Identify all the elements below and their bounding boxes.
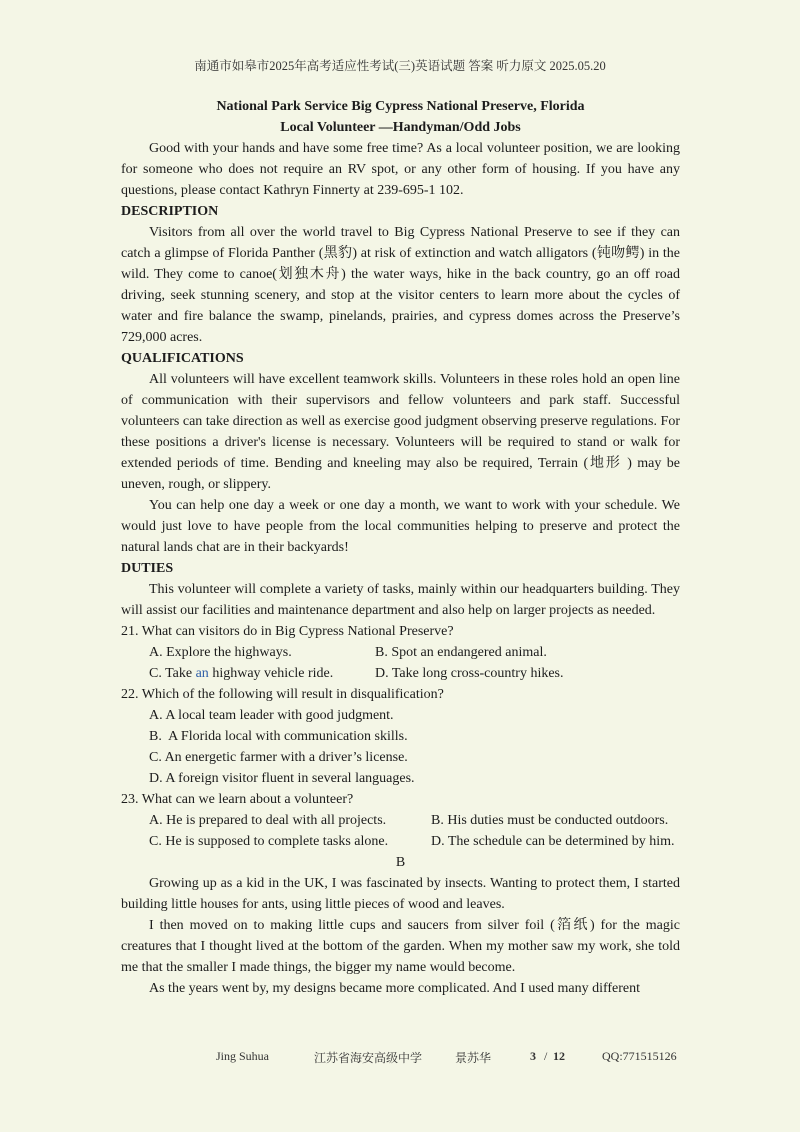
question-21-row-1 — [121, 642, 680, 663]
description-heading: DESCRIPTION — [121, 204, 219, 219]
footer-qq: QQ:771515126 — [602, 1049, 677, 1063]
intro-paragraph: Good with your hands and have some free time? As a local volunteer position, we are looking for someone who does not require an RV spot, or any other form of housing. If you have any questions, please contact Kathryn Finnerty at 239-695-1 102. — [121, 141, 680, 198]
section-b-label: B — [395, 855, 406, 870]
option-21c-pre: C. Take — [149, 666, 196, 681]
question-23-row-1 — [121, 810, 680, 831]
option-22a: A. A local team leader with good judgment. — [149, 708, 394, 723]
footer-page-separator: / — [544, 1049, 548, 1063]
option-21c-post: highway vehicle ride. — [208, 666, 334, 681]
option-23d: D. The schedule can be determined by him. — [431, 834, 675, 849]
option-21b: B. Spot an endangered animal. — [375, 645, 547, 660]
footer-page-total: 12 — [553, 1049, 565, 1063]
option-22b: B. A Florida local with communication skills. — [149, 729, 408, 744]
option-21c-highlight: an — [195, 666, 209, 681]
footer-page-current: 3 — [530, 1049, 536, 1063]
question-23: 23. What can we learn about a volunteer? — [121, 792, 354, 807]
passage-b-paragraph-3: As the years went by, my designs became more complicated. And I used many different — [149, 981, 641, 996]
passage-title-line2: Local Volunteer —Handyman/Odd Jobs — [280, 120, 521, 135]
question-21-row-2 — [121, 663, 680, 684]
passage-title-line1: National Park Service Big Cypress National Preserve, Florida — [216, 99, 585, 114]
footer-name-cn: 景苏华 — [455, 1051, 492, 1065]
description-paragraph: Visitors from all over the world travel to Big Cypress National Preserve to see if they can catch a glimpse of Florida Panther (黑豹) at risk of extinction and watch alligators (钝吻鳄) in the wild. They come to canoe(划独木舟) the water ways, hike in the back country, go an off road driving, seek stunning scenery, and stop at the visitor centers to learn more about the cycles of water and fire balance the swamp, pinelands, prairies, and cypress domes across the Preserve’s 729,000 acres. — [121, 225, 680, 345]
option-21a: A. Explore the highways. — [149, 645, 292, 660]
option-22d: D. A foreign visitor fluent in several languages. — [149, 771, 415, 786]
option-23b: B. His duties must be conducted outdoors. — [431, 813, 669, 828]
option-21d: D. Take long cross-country hikes. — [375, 666, 564, 681]
footer-author: Jing Suhua — [216, 1049, 270, 1063]
duties-heading: DUTIES — [121, 561, 174, 576]
passage-b-paragraph-2: I then moved on to making little cups and saucers from silver foil (箔纸) for the magic creatures that I thought lived at the bottom of the garden. When my mother saw my work, she told me that the smaller I made things, the bigger my name would become. — [121, 918, 680, 975]
page-header: 南通市如皋市2025年高考适应性考试(三)英语试题 答案 听力原文 2025.05.20 — [194, 59, 606, 73]
question-23-row-2 — [121, 831, 680, 852]
option-21c — [149, 663, 375, 684]
qualifications-paragraph-1: All volunteers will have excellent teamwork skills. Volunteers in these roles hold an open line of communication with their supervisors and fellow volunteers and park staff. Successful volunteers can take direction as well as exercise good judgment observing preserve regulations. For these positions a driver's license is necessary. Volunteers will be required to stand or walk for extended periods of time. Bending and kneeling may also be required, Terrain (地形 ) may be uneven, rough, or slippery. — [121, 372, 680, 492]
option-22c: C. An energetic farmer with a driver’s license. — [149, 750, 408, 765]
option-23a: A. He is prepared to deal with all projects. — [149, 813, 387, 828]
footer-school: 江苏省海安高级中学 — [314, 1051, 423, 1065]
question-22: 22. Which of the following will result in disqualification? — [121, 687, 444, 702]
duties-paragraph: This volunteer will complete a variety of tasks, mainly within our headquarters building. They will assist our facilities and maintenance department and also help on larger projects as needed. — [121, 582, 680, 618]
qualifications-paragraph-2: You can help one day a week or one day a month, we want to work with your schedule. We would just love to have people from the local communities helping to preserve and protect the natural lands chat are in their backyards! — [121, 498, 680, 555]
option-23c: C. He is supposed to complete tasks alone. — [149, 834, 389, 849]
document-body — [121, 96, 680, 999]
passage-b-paragraph-1: Growing up as a kid in the UK, I was fascinated by insects. Wanting to protect them, I started building little houses for ants, using little pieces of wood and leaves. — [121, 876, 680, 912]
qualifications-heading: QUALIFICATIONS — [121, 351, 244, 366]
question-21: 21. What can visitors do in Big Cypress National Preserve? — [121, 624, 454, 639]
